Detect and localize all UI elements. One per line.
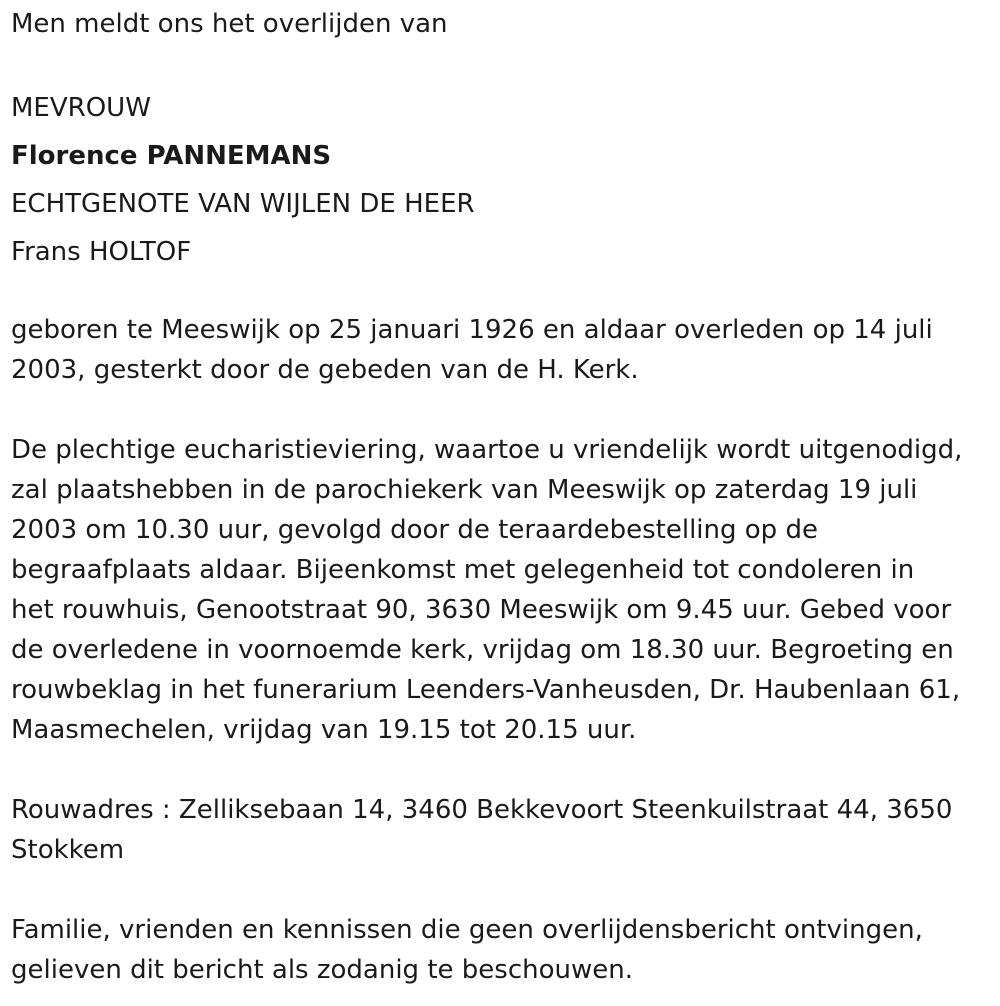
paragraph-line: rouwbeklag in het funerarium Leenders-Vanheusden, Dr. Haubenlaan 61, — [11, 675, 961, 705]
relation-text: ECHTGENOTE VAN WIJLEN DE HEER — [11, 189, 475, 219]
paragraph-line: begraafplaats aldaar. Bijeenkomst met gelegenheid tot condoleren in — [11, 555, 915, 585]
paragraph-line: Stokkem — [11, 835, 125, 865]
deceased-header — [11, 84, 475, 276]
intro-text: Men meldt ons het overlijden van — [11, 9, 448, 39]
paragraph-line: Familie, vrienden en kennissen die geen overlijdensbericht ontvingen, — [11, 915, 923, 945]
paragraph-line: gelieven dit bericht als zodanig te beschouwen. — [11, 955, 633, 985]
paragraph-line: geboren te Meeswijk op 25 januari 1926 en aldaar overleden op 14 juli — [11, 315, 933, 345]
paragraph-line: 2003 om 10.30 uur, gevolgd door de teraardebestelling op de — [11, 515, 818, 545]
funeral-mass-paragraph — [11, 430, 991, 750]
paragraph-line: De plechtige eucharistieviering, waartoe u vriendelijk wordt uitgenodigd, — [11, 435, 963, 465]
paragraph-line: 2003, gesterkt door de gebeden van de H. Kerk. — [11, 355, 639, 385]
paragraph-line: de overledene in voornoemde kerk, vrijdag om 18.30 uur. Begroeting en — [11, 635, 954, 665]
mourning-address-paragraph — [11, 790, 991, 870]
family-notice-paragraph — [11, 910, 991, 990]
paragraph-line: Maasmechelen, vrijdag van 19.15 tot 20.15 uur. — [11, 715, 637, 745]
honorific-title: MEVROUW — [11, 93, 151, 123]
paragraph-line: het rouwhuis, Genootstraat 90, 3630 Meeswijk om 9.45 uur. Gebed voor — [11, 595, 952, 625]
spouse-name: Frans HOLTOF — [11, 237, 192, 267]
paragraph-line: Rouwadres : Zelliksebaan 14, 3460 Bekkevoort Steenkuilstraat 44, 3650 — [11, 795, 953, 825]
deceased-name: Florence PANNEMANS — [11, 141, 332, 171]
paragraph-line: zal plaatshebben in de parochiekerk van Meeswijk op zaterdag 19 juli — [11, 475, 918, 505]
birth-death-paragraph — [11, 310, 991, 390]
